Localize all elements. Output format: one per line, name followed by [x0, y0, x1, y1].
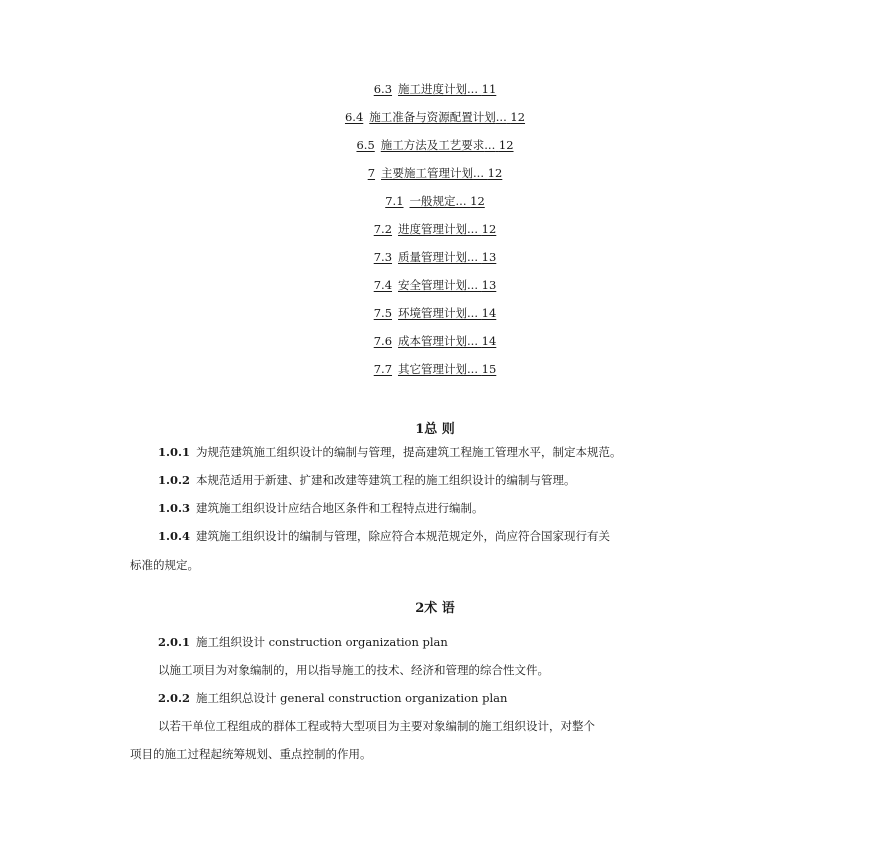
toc-link-7-7[interactable]	[374, 362, 497, 376]
clause-number: 1.0.2	[158, 473, 191, 487]
toc-title: 施工进度计划	[398, 82, 468, 96]
toc-link-7-4[interactable]	[374, 278, 497, 292]
toc-title: 一般规定	[409, 194, 456, 208]
clause-1-0-4	[158, 528, 610, 544]
toc-title: 进度管理计划	[398, 222, 468, 236]
toc-page: 12	[498, 138, 514, 152]
toc-number: 7.4	[373, 278, 393, 292]
toc-leader: ...	[484, 138, 496, 152]
toc-title: 其它管理计划	[398, 362, 468, 376]
toc-number: 6.5	[356, 138, 375, 152]
term-number: 2.0.1	[158, 635, 191, 649]
term-title: 施工组织总设计 general construction organization plan	[196, 691, 508, 705]
toc-number: 7	[367, 166, 376, 180]
toc-item	[0, 162, 870, 190]
toc-title: 安全管理计划	[398, 278, 468, 292]
toc-item	[0, 330, 870, 358]
toc-title: 施工准备与资源配置计划	[369, 110, 496, 124]
toc-leader: ...	[467, 278, 478, 292]
toc-item	[0, 302, 870, 330]
toc-item	[0, 358, 870, 386]
clause-1-0-4-continued: 标准的规定。	[130, 558, 199, 572]
toc-number: 7.6	[373, 334, 393, 348]
toc-number: 7.2	[373, 222, 393, 236]
toc-title: 质量管理计划	[398, 250, 468, 264]
clause-text: 建筑施工组织设计的编制与管理，除应符合本规范规定外，尚应符合国家现行有关	[196, 529, 611, 543]
toc-link-7-6[interactable]	[374, 334, 497, 348]
toc-leader: ...	[467, 306, 478, 320]
toc-number: 6.4	[344, 110, 364, 124]
clause-number: 1.0.4	[158, 529, 191, 543]
clause-1-0-1	[158, 444, 622, 460]
toc-page: 13	[481, 250, 497, 264]
toc-link-6-4[interactable]	[345, 110, 525, 124]
toc-item	[0, 134, 870, 162]
toc-page: 13	[481, 278, 497, 292]
toc-link-7-5[interactable]	[374, 306, 497, 320]
toc-item	[0, 190, 870, 218]
toc-number: 7.3	[373, 250, 393, 264]
toc-page: 11	[481, 82, 497, 96]
toc-leader: ...	[467, 82, 478, 96]
toc-number: 7.5	[373, 306, 393, 320]
toc-number: 7.1	[385, 194, 404, 208]
toc-leader: ...	[467, 222, 478, 236]
table-of-contents	[0, 78, 870, 386]
term-title: 施工组织设计 construction organization plan	[196, 635, 448, 649]
term-2-0-2-definition-continued: 项目的施工过程起统筹规划、重点控制的作用。	[130, 747, 372, 761]
toc-page: 14	[481, 306, 497, 320]
clause-1-0-2	[158, 472, 576, 488]
clause-1-0-3	[158, 500, 484, 516]
chapter-1-heading: 1总 则	[415, 422, 455, 437]
toc-title: 施工方法及工艺要求	[380, 138, 485, 152]
term-2-0-1-definition: 以施工项目为对象编制的，用以指导施工的技术、经济和管理的综合性文件。	[158, 663, 549, 677]
clause-text: 为规范建筑施工组织设计的编制与管理，提高建筑工程施工管理水平，制定本规范。	[196, 445, 622, 459]
clause-text: 建筑施工组织设计应结合地区条件和工程特点进行编制。	[196, 501, 484, 515]
term-number: 2.0.2	[158, 691, 191, 705]
term-2-0-1	[158, 634, 448, 650]
toc-page: 12	[481, 222, 497, 236]
toc-link-7-1[interactable]	[385, 194, 485, 208]
term-2-0-2	[158, 690, 507, 706]
clause-text: 本规范适用于新建、扩建和改建等建筑工程的施工组织设计的编制与管理。	[196, 473, 576, 487]
toc-link-7[interactable]	[368, 166, 503, 180]
toc-link-6-3[interactable]	[374, 82, 497, 96]
toc-number: 7.7	[373, 362, 393, 376]
chapter-2-heading: 2术 语	[415, 601, 455, 616]
toc-number: 6.3	[373, 82, 393, 96]
toc-title: 主要施工管理计划	[381, 166, 474, 180]
toc-leader: ...	[495, 110, 507, 124]
toc-page: 12	[510, 110, 526, 124]
toc-item	[0, 106, 870, 134]
toc-link-6-5[interactable]	[356, 138, 513, 152]
toc-link-7-2[interactable]	[374, 222, 497, 236]
toc-leader: ...	[467, 250, 478, 264]
toc-item	[0, 78, 870, 106]
toc-page: 12	[487, 166, 503, 180]
toc-item	[0, 218, 870, 246]
toc-leader: ...	[473, 166, 484, 180]
toc-leader: ...	[467, 362, 478, 376]
toc-item	[0, 246, 870, 274]
toc-title: 环境管理计划	[398, 306, 468, 320]
toc-page: 12	[470, 194, 485, 208]
toc-leader: ...	[455, 194, 467, 208]
toc-page: 14	[481, 334, 497, 348]
toc-page: 15	[481, 362, 497, 376]
clause-number: 1.0.3	[158, 501, 191, 515]
toc-title: 成本管理计划	[398, 334, 468, 348]
term-2-0-2-definition: 以若干单位工程组成的群体工程或特大型项目为主要对象编制的施工组织设计，对整个	[158, 719, 595, 733]
toc-link-7-3[interactable]	[374, 250, 497, 264]
toc-item	[0, 274, 870, 302]
toc-leader: ...	[467, 334, 478, 348]
clause-number: 1.0.1	[158, 445, 191, 459]
